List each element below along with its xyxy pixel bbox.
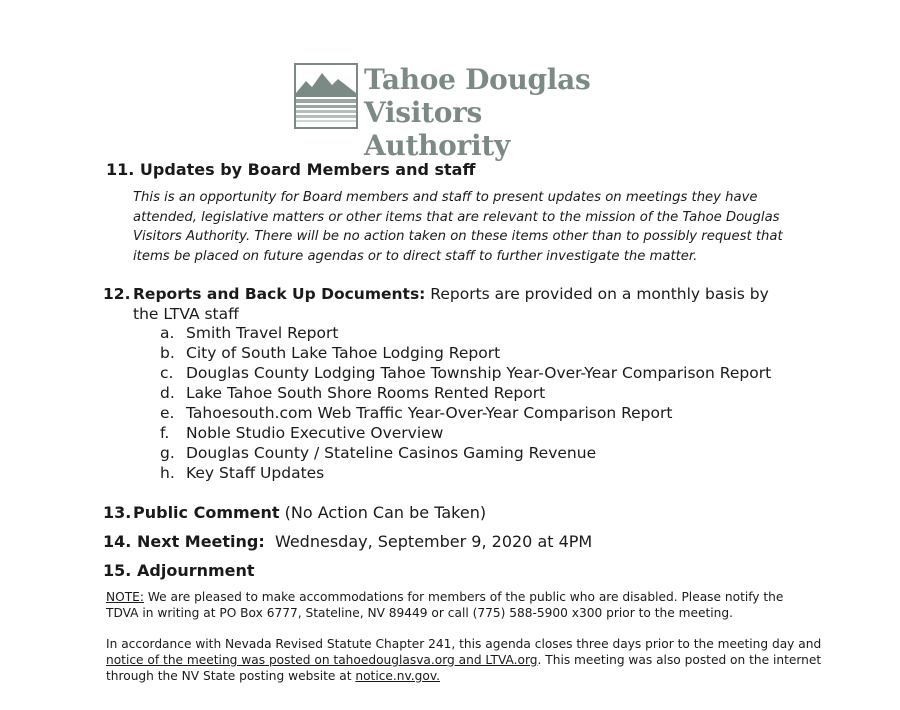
- item-title: Reports and Back Up Documents:: [133, 285, 426, 303]
- item-number: 14.: [103, 532, 132, 551]
- item-number: 13.: [103, 503, 132, 522]
- logo-line-2: Visitors Authority: [364, 96, 510, 162]
- item-title: Updates by Board Members and staff: [139, 160, 476, 179]
- agenda-item-11: [106, 160, 475, 179]
- agenda-item-14: [103, 532, 592, 551]
- item-number: 11.: [106, 160, 135, 179]
- agenda-item-13: [103, 503, 486, 522]
- item-number: 12.: [103, 285, 131, 303]
- logo-line-1: Tahoe Douglas: [364, 63, 591, 96]
- logo-text: [364, 63, 614, 162]
- item-note: (No Action Can be Taken): [279, 503, 487, 522]
- item-12-body: [133, 284, 783, 324]
- report-list: [160, 323, 771, 483]
- list-item: g. Douglas County / Stateline Casinos Gaming Revenue: [160, 444, 597, 462]
- posting-link[interactable]: notice of the meeting was posted on tahoedouglasva.org and LTVA.org: [106, 653, 538, 667]
- list-item: b. City of South Lake Tahoe Lodging Report: [160, 344, 501, 362]
- nv-notice-link[interactable]: notice.nv.gov.: [355, 669, 440, 683]
- agenda-item-12: [103, 284, 803, 323]
- list-item: a. Smith Travel Report: [160, 324, 339, 342]
- list-item: c. Douglas County Lodging Tahoe Township Year-Over-Year Comparison Report: [160, 364, 772, 382]
- item-intro: Reports are provided on a monthly basis by the LTVA staff: [133, 285, 769, 323]
- note-label: NOTE:: [106, 590, 144, 604]
- list-item: d. Lake Tahoe South Shore Rooms Rented Report: [160, 384, 546, 402]
- agenda-item-15: [103, 561, 255, 580]
- note-text: We are pleased to make accommodations for members of the public who are disabled. Please notify the TDVA in writing at PO Box 6777, Stateline, NV 89449 or call (775) 588-5900 x300 prior to the meeting.: [106, 590, 784, 620]
- tdva-logo: [294, 63, 614, 162]
- meeting-date: Wednesday, September 9, 2020 at 4PM: [264, 532, 593, 551]
- accessibility-note: [106, 589, 806, 621]
- item-title: Next Meeting:: [137, 532, 265, 551]
- mountain-lake-icon: [294, 63, 358, 129]
- item-11-description: This is an opportunity for Board members and staff to present updates on meetings they have attended, legislative matters or other items that are relevant to the mission of the Tahoe Douglas Visitors Authority. There will be no action taken on these items other than to possibly request that items be placed on future agendas or to direct staff to further investigate the matter.: [133, 190, 783, 264]
- list-item: e. Tahoesouth.com Web Traffic Year-Over-Year Comparison Report: [160, 404, 673, 422]
- item-title: Public Comment: [133, 503, 280, 522]
- item-number: 15.: [103, 561, 132, 580]
- posting-notice: In accordance with Nevada Revised Statute Chapter 241, this agenda closes three days prior to the meeting day and notice of the meeting was posted on tahoedouglasva.org and LTVA.org. This meeting was also posted on the internet through the NV State posting website at notice.nv.gov.: [106, 637, 822, 683]
- list-item: f. Noble Studio Executive Overview: [160, 424, 444, 442]
- list-item: h. Key Staff Updates: [160, 464, 325, 482]
- item-title: Adjournment: [137, 561, 255, 580]
